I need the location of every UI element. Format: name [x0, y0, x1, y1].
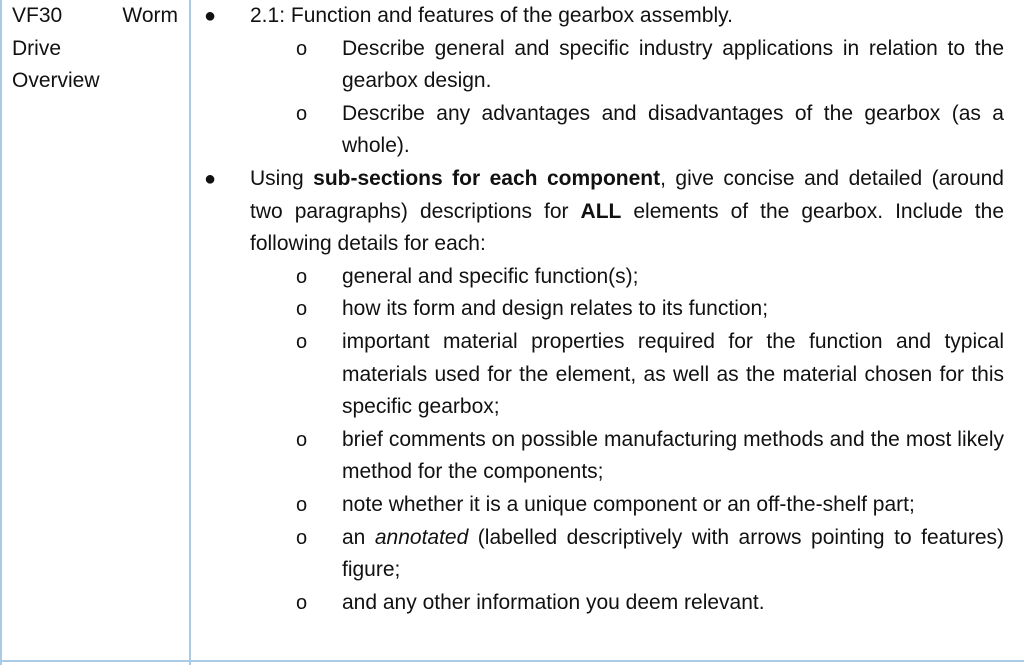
sub-bullet-item — [198, 587, 1004, 620]
sub-bullet-text-pre: an — [342, 525, 375, 549]
sub-bullet-item — [198, 293, 1004, 326]
sub-bullet-text-italic: annotated — [374, 525, 469, 549]
section-title-line-1 — [12, 0, 178, 33]
bullet-text: 2.1: Function and features of the gearbox assembly. — [250, 4, 733, 27]
sub-bullet-item — [198, 489, 1004, 522]
bullet-text-mid: , give concise and detailed (around two paragraphs) descriptions for — [250, 166, 1004, 223]
table-border-middle — [189, 0, 191, 665]
bullet-text-bold-all: ALL — [580, 199, 622, 223]
sub-bullet-icon: o — [296, 330, 308, 353]
sub-bullet-text: and any other information you deem relevant. — [342, 590, 765, 614]
sub-bullet-item — [198, 261, 1004, 294]
sub-bullet-item — [198, 33, 1004, 98]
sub-bullet-icon: o — [296, 526, 308, 549]
requirements-cell — [198, 0, 1004, 619]
sub-bullet-icon: o — [296, 428, 308, 451]
sub-bullet-icon: o — [296, 265, 308, 288]
bullet-item — [198, 163, 1004, 261]
table-border-left — [0, 0, 2, 665]
sub-bullet-text-post: (labelled descriptively with arrows pointing to features) figure; — [342, 525, 1004, 582]
section-title-line-3: Overview — [12, 69, 100, 93]
section-title-cell — [12, 0, 178, 98]
sub-bullet-item — [198, 326, 1004, 424]
sub-bullet-text: Describe general and specific industry applications in relation to the gearbox design. — [342, 36, 1004, 93]
sub-bullet-text: how its form and design relates to its function; — [342, 297, 769, 321]
sub-bullet-icon: o — [296, 591, 308, 614]
sub-bullet-icon: o — [296, 37, 308, 60]
section-title-word-2: Worm — [122, 4, 178, 27]
bullet-icon: ● — [204, 5, 217, 27]
sub-bullet-icon: o — [296, 493, 308, 516]
bullet-text-bold: sub-sections for each component — [313, 166, 661, 190]
sub-bullet-text: general and specific function(s); — [342, 264, 639, 288]
bullet-text-pre: Using — [250, 166, 314, 190]
sub-bullet-text: brief comments on possible manufacturing methods and the most likely method for the components; — [342, 427, 1004, 484]
bullet-item — [198, 0, 1004, 33]
sub-bullet-item — [198, 522, 1004, 587]
sub-bullet-text: Describe any advantages and disadvantages of the gearbox (as a whole). — [342, 101, 1004, 158]
sub-bullet-text: note whether it is a unique component or an off-the-shelf part; — [342, 492, 915, 516]
bullet-text-post: elements of the gearbox. Include the following details for each: — [250, 199, 1004, 256]
bullet-icon: ● — [204, 167, 217, 190]
section-title-line-2: Drive — [12, 36, 62, 60]
sub-bullet-icon: o — [296, 102, 308, 125]
section-title-word-1: VF30 — [12, 4, 63, 27]
sub-bullet-text: important material properties required for the function and typical materials used for the element, as well as the material chosen for this specific gearbox; — [342, 329, 1004, 419]
table-border-bottom — [0, 660, 1024, 662]
sub-bullet-item — [198, 424, 1004, 489]
sub-bullet-icon: o — [296, 298, 308, 321]
sub-bullet-item — [198, 98, 1004, 163]
